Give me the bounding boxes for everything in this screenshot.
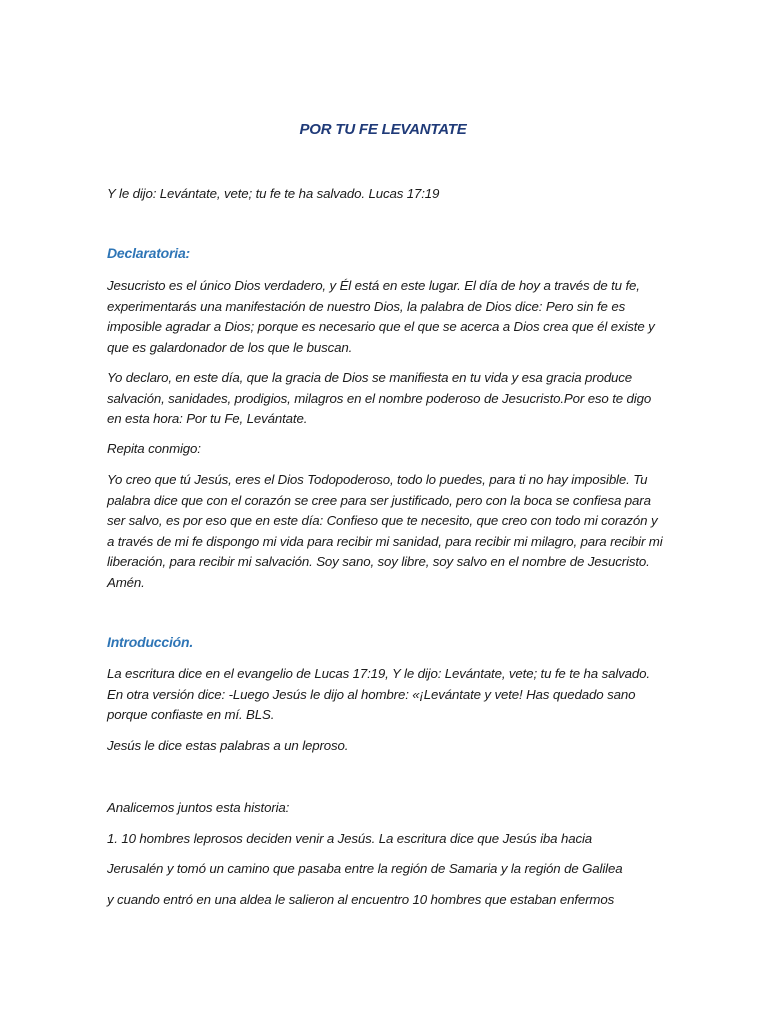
declaratoria-paragraph-1: Jesucristo es el único Dios verdadero, y Él está en este lugar. El día de hoy a través de tu fe, experimentarás una manifestación de nuestro Dios, la palabra de Dios dice: Pero sin fe es imposible agradar a Dios; porque es necesario que el que se acerca a Dios crea que él existe y que es galardonador de los que le buscan. [107, 278, 655, 355]
epigraph-verse: Y le dijo: Levántate, vete; tu fe te ha salvado. Lucas 17:19 [107, 186, 440, 201]
analisis-line-2: Jerusalén y tomó un camino que pasaba entre la región de Samaria y la región de Galilea [107, 861, 623, 876]
analisis-intro: Analicemos juntos esta historia: [107, 800, 290, 815]
declaratoria-paragraph-3: Repita conmigo: [107, 441, 201, 456]
introduccion-paragraph-2: Jesús le dice estas palabras a un leproso. [107, 738, 349, 753]
declaratoria-heading: Declaratoria: [107, 245, 190, 261]
analisis-line-3: y cuando entró en una aldea le salieron al encuentro 10 hombres que estaban enfermos [107, 892, 615, 907]
introduccion-paragraph-1: La escritura dice en el evangelio de Lucas 17:19, Y le dijo: Levántate, vete; tu fe te ha salvado. En otra versión dice: -Luego Jesús le dijo al hombre: «¡Levántate y vete! Has quedado sano porque confiaste en mí. BLS. [107, 666, 650, 723]
declaratoria-paragraph-4: Yo creo que tú Jesús, eres el Dios Todopoderoso, todo lo puedes, para ti no hay imposible. Tu palabra dice que con el corazón se cree para ser justificado, pero con la boca se confiesa para ser salvo, es por eso que en este día: Confieso que te necesito, que creo con todo mi corazón y a través de mi fe dispongo mi vida para recibir mi sanidad, para recibir mi milagro, para recibir mi liberación, para recibir mi salvación. Soy sano, soy libre, soy salvo en el nombre de Jesucristo. Amén. [107, 472, 663, 590]
declaratoria-paragraph-2: Yo declaro, en este día, que la gracia de Dios se manifiesta en tu vida y esa gracia produce salvación, sanidades, prodigios, milagros en el nombre poderoso de Jesucristo.Por eso te digo en esta hora: Por tu Fe, Levántate. [107, 370, 652, 427]
introduccion-heading: Introducción. [107, 634, 194, 650]
analisis-line-1: 1. 10 hombres leprosos deciden venir a Jesús. La escritura dice que Jesús iba hacia [107, 831, 592, 846]
document-title: POR TU FE LEVANTATE [299, 121, 467, 138]
